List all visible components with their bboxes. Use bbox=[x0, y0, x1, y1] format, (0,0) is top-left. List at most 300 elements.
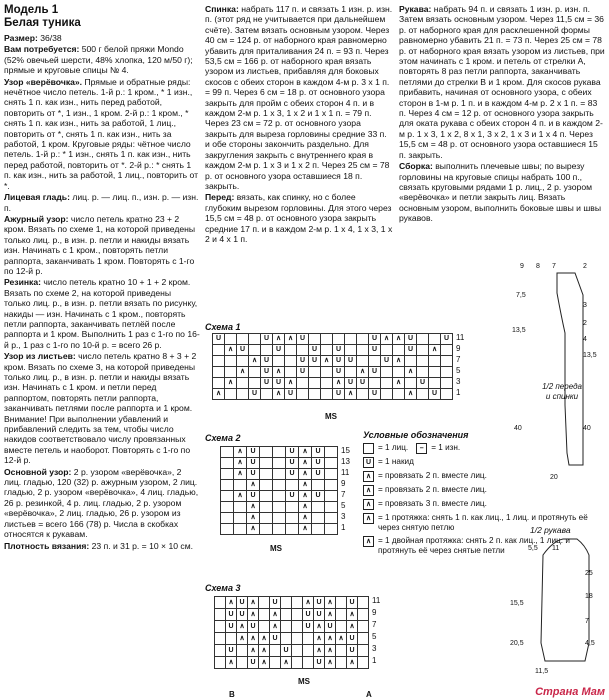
grid-row bbox=[221, 469, 338, 480]
dim-7b: 7 bbox=[585, 618, 589, 625]
grid-cell: U bbox=[226, 621, 237, 633]
grid-cell bbox=[297, 378, 309, 389]
grid-cell: U bbox=[297, 334, 309, 345]
grid-cell bbox=[336, 645, 347, 657]
grid-cell bbox=[345, 367, 357, 378]
grid-cell bbox=[358, 645, 369, 657]
grid-cell: ∧ bbox=[237, 633, 248, 645]
grid-cell bbox=[286, 480, 299, 491]
grid-cell bbox=[357, 334, 369, 345]
legend-title: Условные обозначения bbox=[363, 430, 469, 440]
watermark-text: Страна Мам bbox=[535, 686, 605, 698]
grid-cell bbox=[213, 345, 225, 356]
grid-cell bbox=[281, 633, 292, 645]
grid-cell: U bbox=[369, 334, 381, 345]
grid-cell: U bbox=[226, 645, 237, 657]
grid-cell: ∧ bbox=[285, 334, 297, 345]
grid-cell bbox=[225, 356, 237, 367]
grid-cell bbox=[358, 621, 369, 633]
grid-cell bbox=[221, 480, 234, 491]
grid-cell bbox=[325, 447, 338, 458]
grid-cell: U bbox=[261, 378, 273, 389]
paragraph-text: набрать 94 п. и связать 1 изн. р. изн. п. Затем вязать основным узором. Через 11,5 см = 36 р. от наборного края для расклешенной формы равномерно убавить 21 п. = 73 п. Через 25 см = 78 р. от наборного края вязать узором из листьев, при этом начинать с 1 кром. и петель от стрелки А, повторять 8 раз петли раппорта, заканчивать петлями до стрелки В и 1 кром. Для скосов рукава прибавить, начиная от основного узора, с обеих сторон в 1-м р. 1 п. и в каждом 4-м р. 2 х 1 п. = 83 п. Через 4 см = 12 р. от основного узора закрыть для оката рукава с обеих сторон 4 п. и в каждом 2-м р. 1 х 3, 1 х 2, 8 х 1, 3 х 2, 1 х 3 и 1 х 4 п. Через 15,5 см = 48 р. от основного узора оставшиеся 15 п. закрыть. bbox=[399, 4, 605, 160]
grid-row bbox=[215, 657, 369, 669]
grid-cell bbox=[249, 334, 261, 345]
grid-cell bbox=[309, 378, 321, 389]
grid-cell bbox=[273, 513, 286, 524]
scheme3-grid bbox=[214, 596, 381, 669]
grid-cell: ∧ bbox=[347, 621, 358, 633]
dim-7: 7 bbox=[552, 263, 556, 270]
grid-cell: ∧ bbox=[281, 657, 292, 669]
grid-cell: U bbox=[369, 367, 381, 378]
grid-cell bbox=[234, 513, 247, 524]
dim-4: 4 bbox=[583, 336, 587, 343]
grid-cell bbox=[312, 480, 325, 491]
grid-cell: ∧ bbox=[393, 378, 405, 389]
grid-cell bbox=[215, 645, 226, 657]
grid-row-number: 9 bbox=[341, 479, 346, 488]
grid-cell bbox=[273, 458, 286, 469]
grid-cell: ∧ bbox=[234, 458, 247, 469]
grid-cell: U bbox=[286, 491, 299, 502]
grid-cell bbox=[405, 378, 417, 389]
paragraph-label: Плотность вязания: bbox=[4, 540, 90, 551]
grid-cell: U bbox=[347, 597, 358, 609]
grid-cell bbox=[226, 633, 237, 645]
grid-cell bbox=[417, 345, 429, 356]
grid-cell bbox=[260, 447, 273, 458]
grid-cell: ∧ bbox=[405, 389, 417, 400]
grid-cell: U bbox=[333, 389, 345, 400]
grid-cell: U bbox=[333, 356, 345, 367]
grid-cell: ∧ bbox=[299, 513, 312, 524]
grid-cell: U bbox=[303, 621, 314, 633]
grid-cell: U bbox=[314, 597, 325, 609]
col1-paragraph bbox=[4, 351, 200, 465]
grid-row bbox=[221, 524, 338, 535]
paragraph-text: выполнить плечевые швы; по вырезу горловины на круговые спицы набрать 100 п., связать круговыми рядами 1 р. лиц., 2 р. узором «верёвочка» и петли закрыть лиц. Вязать основным узором, выполнить боковые швы и швы рукавов. bbox=[399, 161, 601, 224]
grid-cell bbox=[441, 356, 453, 367]
grid-cell bbox=[286, 524, 299, 535]
grid-cell: ∧ bbox=[299, 469, 312, 480]
grid-cell: U bbox=[247, 491, 260, 502]
grid-cell bbox=[441, 345, 453, 356]
sleeve-outline bbox=[541, 539, 589, 661]
grid-cell: ∧ bbox=[381, 334, 393, 345]
grid-cell bbox=[429, 356, 441, 367]
grid-cell: U bbox=[286, 469, 299, 480]
grid-cell bbox=[225, 334, 237, 345]
grid-cell: U bbox=[369, 345, 381, 356]
scheme2-ms: MS bbox=[270, 544, 282, 553]
legend-text: = провязать 3 п. вместе лиц. bbox=[378, 499, 487, 508]
grid-cell: ∧ bbox=[285, 378, 297, 389]
legend-text: = провязать 2 п. вместе лиц. bbox=[378, 485, 487, 494]
scheme1-title: Схема 1 bbox=[205, 322, 241, 332]
grid-cell bbox=[325, 480, 338, 491]
model-subtitle: Белая туника bbox=[4, 17, 81, 29]
dim-11-5: 11,5 bbox=[535, 668, 549, 675]
paragraph-text: число петель кратно 10 + 1 + 2 кром. Вязать по схеме 2, на которой приведены только лиц. р., в изн. р. петли вязать по рисунку, накиды — изн. Начинать с 1 кром., повторять петли раппорта, заканчивать петлёй после раппорта и 1 кром. Выполнить 1 раз с 1-го по 16-й р., 1 раз с 1-го по 10-й р. = всего 26 р. bbox=[4, 277, 200, 350]
grid-cell: U bbox=[312, 491, 325, 502]
grid-cell bbox=[285, 345, 297, 356]
dim-40b: 40 bbox=[583, 425, 591, 432]
grid-cell bbox=[393, 367, 405, 378]
grid-cell: ∧ bbox=[259, 633, 270, 645]
legend-text: = провязать 2 п. вместе лиц. bbox=[378, 471, 487, 480]
grid-cell: ∧ bbox=[347, 657, 358, 669]
grid-cell bbox=[292, 633, 303, 645]
grid-cell: U bbox=[285, 389, 297, 400]
grid-cell: ∧ bbox=[248, 609, 259, 621]
grid-cell: U bbox=[273, 345, 285, 356]
grid-cell: ∧ bbox=[325, 633, 336, 645]
grid-cell: ∧ bbox=[248, 597, 259, 609]
grid-row bbox=[213, 334, 453, 345]
grid-cell bbox=[260, 458, 273, 469]
grid-cell bbox=[270, 645, 281, 657]
grid-cell: ∧ bbox=[248, 633, 259, 645]
grid-cell bbox=[261, 389, 273, 400]
grid-cell bbox=[429, 367, 441, 378]
grid-cell bbox=[273, 356, 285, 367]
grid-cell bbox=[303, 657, 314, 669]
grid-cell: ∧ bbox=[314, 621, 325, 633]
scheme3-arrow-a: A bbox=[366, 690, 372, 699]
grid-cell: ∧ bbox=[393, 356, 405, 367]
grid-cell: ∧ bbox=[273, 389, 285, 400]
grid-cell: ∧ bbox=[325, 645, 336, 657]
grid-row-number: 11 bbox=[341, 468, 350, 477]
legend-text: = 1 изн. bbox=[431, 443, 461, 452]
grid-cell bbox=[303, 633, 314, 645]
grid-cell: ∧ bbox=[259, 657, 270, 669]
grid-cell: U bbox=[237, 597, 248, 609]
grid-cell bbox=[292, 621, 303, 633]
paragraph-text: вязать, как спинку, но с более глубоким вырезом горловины. Для этого через 15,5 см = 48 р. от основного узора закрыть средние 17 п. и в каждом 2-м р. 1 х 4, 1 х 3, 1 х 2 и 4 х 1 п. bbox=[205, 192, 393, 244]
grid-cell: ∧ bbox=[225, 378, 237, 389]
dim-18: 18 bbox=[585, 593, 593, 600]
grid-cell bbox=[221, 524, 234, 535]
grid-cell: U bbox=[247, 458, 260, 469]
grid-cell bbox=[357, 389, 369, 400]
model-title: Модель 1 bbox=[4, 4, 59, 16]
grid-cell bbox=[285, 367, 297, 378]
grid-row bbox=[213, 378, 453, 389]
dim-15-5: 15,5 bbox=[510, 600, 524, 607]
grid-cell bbox=[273, 524, 286, 535]
col1-paragraph bbox=[4, 541, 200, 551]
scheme3-ms: MS bbox=[298, 677, 310, 686]
grid-cell bbox=[297, 345, 309, 356]
scheme3-table bbox=[214, 596, 369, 669]
dim-2: 2 bbox=[583, 263, 587, 270]
grid-cell bbox=[273, 491, 286, 502]
grid-row bbox=[221, 502, 338, 513]
grid-row-number: 1 bbox=[341, 523, 346, 532]
grid-cell: U bbox=[347, 633, 358, 645]
grid-cell: U bbox=[270, 633, 281, 645]
grid-cell bbox=[281, 597, 292, 609]
grid-row-number: 5 bbox=[456, 366, 461, 375]
grid-cell: ∧ bbox=[248, 645, 259, 657]
grid-cell: U bbox=[226, 609, 237, 621]
grid-cell: ∧ bbox=[299, 480, 312, 491]
grid-cell bbox=[417, 334, 429, 345]
grid-row bbox=[215, 597, 369, 609]
scheme1-ms: MS bbox=[325, 412, 337, 421]
grid-cell bbox=[273, 469, 286, 480]
grid-cell: U bbox=[261, 367, 273, 378]
grid-cell bbox=[259, 609, 270, 621]
grid-cell: U bbox=[286, 447, 299, 458]
grid-row-number: 3 bbox=[372, 644, 377, 653]
grid-cell bbox=[213, 356, 225, 367]
grid-cell: ∧ bbox=[234, 469, 247, 480]
grid-cell: ∧ bbox=[333, 378, 345, 389]
grid-cell bbox=[234, 480, 247, 491]
paragraph-label: Рукава: bbox=[399, 4, 432, 14]
grid-row-number: 7 bbox=[372, 620, 377, 629]
paragraph-text: число петель кратно 8 + 3 + 2 кром. Вязать по схеме 3, на которой приведены только лиц. р., в изн. р. петли и накиды вязать изн. Начинать с 1 кром. и петли перед раппортом, повторять петли раппорта, заканчивать петлями после раппорта и 1 кром. Внимание! При выполнении убавлений и прибавлений следить за тем, чтобы число накидов соответствовало числу провязанных вместе петель и наоборот. Повторять с 1-го по 12-й р. bbox=[4, 351, 197, 466]
grid-cell bbox=[215, 633, 226, 645]
grid-cell: U bbox=[297, 356, 309, 367]
paragraph-text: набрать 117 п. и связать 1 изн. р. изн. п. (этот ряд не учитывается при дальнейшем счёте). Затем вязать основным узором. Через 40 см = 124 р. от наборного края равномерно убавить для приталивания 24 п. = 93 п. Через 53,5 см = 166 р. от наборного края вязать узором из листьев, прибавляя для боковых скосов с обеих сторон в каждом 4-м р. 3 х 1 п. = 99 п. Через 6 см = 18 р. от основного узора закрыть для пройм с обеих сторон 4 п. и в каждом 2-м р. 1 х 3, 1 х 2 и 1 х 1 п. = 79 п. Через 23 см = 72 р. от основного узора закрыть для выреза горловины средние 33 п. и обе стороны закончить раздельно. Для закругления закрыть с внутреннего края в каждом 2-м р. 1 х 3 и 1 х 2 п. Через 25 см = 78 р. от основного узора оставшиеся 18 п. закрыть. bbox=[205, 4, 393, 191]
grid-cell bbox=[325, 458, 338, 469]
grid-cell: ∧ bbox=[299, 458, 312, 469]
grid-row bbox=[221, 458, 338, 469]
grid-cell: ∧ bbox=[429, 345, 441, 356]
grid-cell: U bbox=[325, 621, 336, 633]
grid-row-number: 15 bbox=[341, 446, 350, 455]
grid-row bbox=[213, 389, 453, 400]
grid-row-number: 7 bbox=[341, 490, 346, 499]
legend-symbol-icon: U bbox=[363, 457, 374, 468]
grid-row bbox=[215, 633, 369, 645]
grid-cell: ∧ bbox=[273, 334, 285, 345]
legend-symbol-icon: ∧ bbox=[363, 471, 374, 482]
paragraph-label: Размер: bbox=[4, 33, 38, 43]
grid-row bbox=[221, 447, 338, 458]
grid-cell bbox=[260, 469, 273, 480]
grid-row-number: 5 bbox=[372, 632, 377, 641]
grid-cell bbox=[237, 378, 249, 389]
grid-cell: ∧ bbox=[226, 597, 237, 609]
grid-cell: ∧ bbox=[247, 502, 260, 513]
paragraph-text: Прямые и обратные ряды: нечётное число петель. 1-й р.: 1 кром., * 1 изн., снять 1 п. как изн., нить перед работой, повторить от *, 1 изн., 1 кром. 2-й р.: 1 кром., * снять 1 п. как изн., нить за работой, 1 лиц., повторить от *, снять 1 п. как изн., нить за работой, 1 кром. Круговые ряды: чётное число петель. 1-й р.: * 1 изн., снять 1 п. как изн., нить перед работой, повторить от *. 2-й р.: * снять 1 п. как изн., нить за работой, 1 лиц., повторить от *. bbox=[4, 76, 199, 191]
grid-cell: U bbox=[286, 458, 299, 469]
paragraph-label: Основной узор: bbox=[4, 466, 72, 477]
legend-symbol-icon: ∧ bbox=[363, 485, 374, 496]
grid-cell bbox=[286, 513, 299, 524]
grid-cell bbox=[297, 389, 309, 400]
paragraph-label: Ажурный узор: bbox=[4, 213, 69, 224]
grid-cell bbox=[261, 345, 273, 356]
grid-cell bbox=[292, 597, 303, 609]
grid-cell: U bbox=[261, 356, 273, 367]
grid-cell bbox=[381, 345, 393, 356]
paragraph-text: 2 р. узором «верёвочка», 2 лиц. гладью, 120 (32) р. ажурным узором, 2 лиц. гладью, 2 р. узором «верёвочка», 4 лиц. гладью, 26 р. резинкой, 4 р. лиц. гладью, 2 р. узором «верёвочка», 2 лиц. гладью, 26 р. узором из листьев = всего 166 (78) р. Числа в скобках относятся к рукавам. bbox=[4, 466, 199, 540]
grid-cell bbox=[260, 524, 273, 535]
grid-cell bbox=[321, 345, 333, 356]
grid-cell bbox=[237, 645, 248, 657]
dim-40: 40 bbox=[514, 425, 522, 432]
grid-row bbox=[221, 480, 338, 491]
col1-paragraph bbox=[4, 77, 200, 191]
legend-text: = 1 лиц. bbox=[378, 443, 409, 452]
grid-cell bbox=[215, 609, 226, 621]
front-back-outline bbox=[557, 273, 583, 465]
grid-cell bbox=[215, 657, 226, 669]
grid-cell bbox=[358, 633, 369, 645]
column-middle bbox=[205, 4, 393, 245]
grid-cell: U bbox=[237, 609, 248, 621]
grid-cell: ∧ bbox=[234, 447, 247, 458]
grid-cell bbox=[249, 378, 261, 389]
dim-9: 9 bbox=[520, 263, 524, 270]
grid-cell: ∧ bbox=[314, 633, 325, 645]
grid-cell: U bbox=[312, 469, 325, 480]
grid-cell bbox=[260, 491, 273, 502]
grid-cell: U bbox=[345, 378, 357, 389]
grid-row-number: 9 bbox=[456, 344, 461, 353]
grid-cell bbox=[321, 334, 333, 345]
grid-cell bbox=[260, 480, 273, 491]
legend-text: = 1 протяжка: снять 1 п. как лиц., 1 лиц. и протянуть её через снятую петлю bbox=[378, 513, 588, 532]
paragraph-text: лиц. р. — лиц. п., изн. р. — изн. п. bbox=[4, 192, 199, 213]
grid-cell bbox=[358, 609, 369, 621]
legend-text: = 1 накид bbox=[378, 457, 414, 466]
grid-cell bbox=[325, 524, 338, 535]
grid-cell bbox=[213, 367, 225, 378]
grid-cell: ∧ bbox=[347, 609, 358, 621]
paragraph-text: число петель кратно 23 + 2 кром. Вязать по схеме 1, на которой приведены только лиц. р., в изн. р. петли и накиды вязать изн. Начинать с 1 кром., повторять петли раппорта, заканчивать 1 кром. Повторять с 1-го по 12-й р. bbox=[4, 213, 196, 276]
grid-row-number: 11 bbox=[372, 596, 381, 605]
grid-row-number: 11 bbox=[456, 333, 465, 342]
grid-cell: U bbox=[312, 447, 325, 458]
grid-cell bbox=[260, 502, 273, 513]
grid-cell bbox=[336, 609, 347, 621]
grid-cell: U bbox=[261, 334, 273, 345]
grid-cell: U bbox=[248, 621, 259, 633]
paragraph-label: Перед: bbox=[205, 192, 235, 203]
grid-cell: ∧ bbox=[325, 657, 336, 669]
grid-cell bbox=[417, 367, 429, 378]
grid-cell bbox=[259, 597, 270, 609]
grid-cell bbox=[336, 621, 347, 633]
legend-symbol-icon: ∧ bbox=[363, 536, 374, 547]
grid-cell bbox=[285, 356, 297, 367]
col1-paragraph bbox=[4, 214, 200, 276]
grid-cell: ∧ bbox=[299, 491, 312, 502]
grid-cell bbox=[234, 524, 247, 535]
grid-cell bbox=[309, 367, 321, 378]
grid-cell: U bbox=[333, 367, 345, 378]
grid-row bbox=[213, 356, 453, 367]
grid-cell bbox=[429, 334, 441, 345]
grid-row-number: 9 bbox=[372, 608, 377, 617]
grid-cell bbox=[237, 356, 249, 367]
grid-cell: U bbox=[312, 458, 325, 469]
grid-cell: U bbox=[247, 469, 260, 480]
grid-cell: U bbox=[213, 334, 225, 345]
dim-20-5: 20,5 bbox=[510, 640, 524, 647]
grid-cell: ∧ bbox=[234, 491, 247, 502]
grid-cell bbox=[221, 469, 234, 480]
grid-cell bbox=[336, 657, 347, 669]
grid-cell bbox=[325, 491, 338, 502]
paragraph-text: 23 п. и 31 р. = 10 × 10 см. bbox=[89, 540, 193, 551]
grid-cell bbox=[286, 502, 299, 513]
grid-cell bbox=[381, 389, 393, 400]
grid-cell: U bbox=[237, 345, 249, 356]
grid-cell bbox=[234, 502, 247, 513]
grid-cell bbox=[369, 378, 381, 389]
sleeve-label: 1/2 рукава bbox=[530, 525, 571, 535]
col1-paragraph bbox=[4, 467, 200, 540]
paragraph-label: Спинка: bbox=[205, 4, 239, 14]
grid-cell bbox=[357, 345, 369, 356]
grid-cell: ∧ bbox=[247, 524, 260, 535]
grid-cell: ∧ bbox=[345, 389, 357, 400]
grid-cell: ∧ bbox=[336, 633, 347, 645]
paragraph-label: Вам потребуется: bbox=[4, 44, 80, 55]
grid-cell bbox=[273, 502, 286, 513]
grid-cell: ∧ bbox=[299, 502, 312, 513]
legend-symbol-icon: ∧ bbox=[363, 513, 374, 524]
grid-row-number: 1 bbox=[372, 656, 377, 665]
grid-cell bbox=[273, 447, 286, 458]
grid-cell: ∧ bbox=[259, 645, 270, 657]
grid-cell: U bbox=[441, 334, 453, 345]
scheme3-arrow-b: B bbox=[229, 690, 235, 699]
col1-paragraph bbox=[4, 33, 200, 43]
grid-cell bbox=[369, 356, 381, 367]
grid-cell bbox=[321, 367, 333, 378]
grid-cell: U bbox=[405, 334, 417, 345]
grid-cell: U bbox=[270, 597, 281, 609]
dim-7-5: 7,5 bbox=[516, 292, 526, 299]
grid-cell: ∧ bbox=[321, 356, 333, 367]
grid-cell bbox=[358, 657, 369, 669]
dim-4-5: 4,5 bbox=[585, 640, 595, 647]
grid-cell bbox=[441, 378, 453, 389]
grid-cell bbox=[221, 458, 234, 469]
dim-13-5b: 13,5 bbox=[583, 352, 597, 359]
scheme3-title: Схема 3 bbox=[205, 583, 241, 593]
grid-cell bbox=[237, 657, 248, 669]
grid-cell bbox=[225, 389, 237, 400]
grid-cell: ∧ bbox=[270, 621, 281, 633]
grid-cell: U bbox=[345, 356, 357, 367]
grid-cell: U bbox=[405, 345, 417, 356]
column-left bbox=[4, 4, 200, 552]
grid-cell bbox=[312, 524, 325, 535]
grid-cell: ∧ bbox=[405, 367, 417, 378]
grid-cell: ∧ bbox=[299, 524, 312, 535]
grid-cell: U bbox=[281, 645, 292, 657]
grid-cell bbox=[358, 597, 369, 609]
grid-cell bbox=[429, 378, 441, 389]
grid-row-number: 13 bbox=[341, 457, 350, 466]
grid-cell: ∧ bbox=[325, 597, 336, 609]
grid-cell bbox=[237, 334, 249, 345]
grid-cell bbox=[270, 657, 281, 669]
grid-cell bbox=[260, 513, 273, 524]
grid-cell bbox=[249, 367, 261, 378]
grid-row bbox=[213, 345, 453, 356]
